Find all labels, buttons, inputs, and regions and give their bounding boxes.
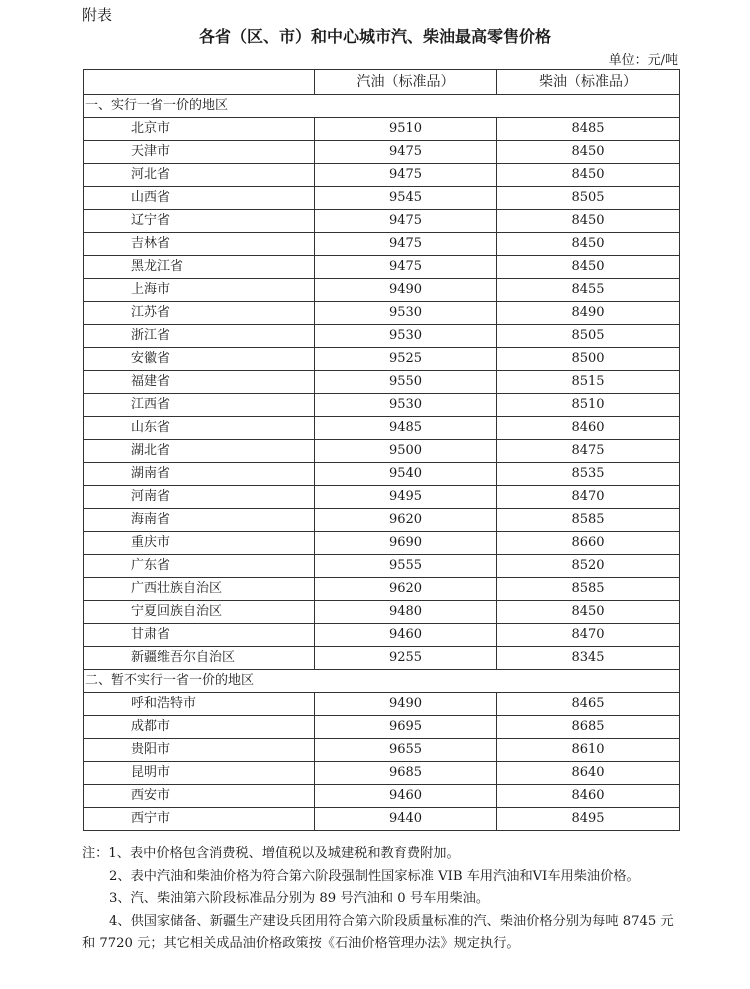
gasoline-price: 9475	[315, 256, 497, 279]
gasoline-price: 9500	[315, 440, 497, 463]
diesel-price: 8520	[497, 555, 680, 578]
gasoline-price: 9525	[315, 348, 497, 371]
gasoline-price: 9555	[315, 555, 497, 578]
page-title: 各省（区、市）和中心城市汽、柴油最高零售价格	[198, 27, 551, 46]
diesel-price: 8505	[497, 187, 680, 210]
region-name: 江苏省	[84, 302, 315, 325]
region-name: 西安市	[84, 785, 315, 808]
table-row	[84, 348, 680, 371]
header-diesel: 柴油（标准品）	[497, 70, 680, 95]
region-name: 天津市	[84, 141, 315, 164]
table-row	[84, 302, 680, 325]
gasoline-price: 9485	[315, 417, 497, 440]
table-row	[84, 578, 680, 601]
region-name: 宁夏回族自治区	[84, 601, 315, 624]
region-name: 呼和浩特市	[84, 693, 315, 716]
diesel-price: 8640	[497, 762, 680, 785]
diesel-price: 8450	[497, 256, 680, 279]
diesel-price: 8450	[497, 233, 680, 256]
table-row	[84, 256, 680, 279]
note-1: 注：1、表中价格包含消费税、增值税以及城建税和教育费附加。	[82, 846, 460, 861]
header-blank-cell	[84, 70, 315, 95]
diesel-price: 8685	[497, 716, 680, 739]
gasoline-price: 9495	[315, 486, 497, 509]
region-name: 浙江省	[84, 325, 315, 348]
gasoline-price: 9685	[315, 762, 497, 785]
gasoline-price: 9620	[315, 578, 497, 601]
diesel-price: 8460	[497, 785, 680, 808]
diesel-price: 8500	[497, 348, 680, 371]
table-row	[84, 233, 680, 256]
diesel-price: 8585	[497, 509, 680, 532]
diesel-price: 8460	[497, 417, 680, 440]
table-row	[84, 164, 680, 187]
gasoline-price: 9530	[315, 394, 497, 417]
section-title: 二、暂不实行一省一价的地区	[84, 670, 680, 693]
table-row	[84, 601, 680, 624]
region-name: 海南省	[84, 509, 315, 532]
table-row	[84, 463, 680, 486]
table-row	[84, 486, 680, 509]
diesel-price: 8490	[497, 302, 680, 325]
gasoline-price: 9460	[315, 785, 497, 808]
table-row	[84, 785, 680, 808]
price-table-body	[84, 70, 680, 831]
appendix-label: 附表	[82, 6, 113, 24]
table-row	[84, 808, 680, 831]
table-row	[84, 693, 680, 716]
table-row	[84, 440, 680, 463]
region-name: 贵阳市	[84, 739, 315, 762]
region-name: 福建省	[84, 371, 315, 394]
section-row	[84, 670, 680, 693]
gasoline-price: 9490	[315, 693, 497, 716]
table-row	[84, 716, 680, 739]
table-row	[84, 624, 680, 647]
diesel-price: 8475	[497, 440, 680, 463]
gasoline-price: 9540	[315, 463, 497, 486]
diesel-price: 8585	[497, 578, 680, 601]
region-name: 成都市	[84, 716, 315, 739]
notes	[82, 843, 682, 956]
diesel-price: 8485	[497, 118, 680, 141]
gasoline-price: 9510	[315, 118, 497, 141]
diesel-price: 8450	[497, 210, 680, 233]
gasoline-price: 9475	[315, 141, 497, 164]
table-row	[84, 509, 680, 532]
note-4: 4、供国家储备、新疆生产建设兵团用符合第六阶段质量标准的汽、柴油价格分别为每吨 8745 元和 7720 元；其它相关成品油价格政策按《石油价格管理办法》规定执行。	[82, 913, 674, 951]
diesel-price: 8450	[497, 601, 680, 624]
diesel-price: 8495	[497, 808, 680, 831]
region-name: 广东省	[84, 555, 315, 578]
table-row	[84, 371, 680, 394]
table-row	[84, 118, 680, 141]
region-name: 辽宁省	[84, 210, 315, 233]
gasoline-price: 9460	[315, 624, 497, 647]
table-row	[84, 532, 680, 555]
diesel-price: 8345	[497, 647, 680, 670]
region-name: 西宁市	[84, 808, 315, 831]
region-name: 甘肃省	[84, 624, 315, 647]
table-row	[84, 739, 680, 762]
table-row	[84, 555, 680, 578]
unit-label: 单位：元/吨	[608, 53, 678, 68]
region-name: 上海市	[84, 279, 315, 302]
gasoline-price: 9475	[315, 164, 497, 187]
region-name: 河北省	[84, 164, 315, 187]
gasoline-price: 9695	[315, 716, 497, 739]
region-name: 河南省	[84, 486, 315, 509]
region-name: 吉林省	[84, 233, 315, 256]
header-gasoline: 汽油（标准品）	[315, 70, 497, 95]
gasoline-price: 9620	[315, 509, 497, 532]
diesel-price: 8465	[497, 693, 680, 716]
table-row	[84, 187, 680, 210]
gasoline-price: 9690	[315, 532, 497, 555]
region-name: 江西省	[84, 394, 315, 417]
diesel-price: 8535	[497, 463, 680, 486]
region-name: 重庆市	[84, 532, 315, 555]
note-3: 3、汽、柴油第六阶段标准品分别为 89 号汽油和 0 号车用柴油。	[109, 891, 490, 906]
table-header-row	[84, 70, 680, 95]
region-name: 昆明市	[84, 762, 315, 785]
region-name: 山东省	[84, 417, 315, 440]
section-row	[84, 95, 680, 118]
gasoline-price: 9440	[315, 808, 497, 831]
table-row	[84, 762, 680, 785]
diesel-price: 8505	[497, 325, 680, 348]
gasoline-price: 9550	[315, 371, 497, 394]
diesel-price: 8515	[497, 371, 680, 394]
table-row	[84, 325, 680, 348]
section-title: 一、实行一省一价的地区	[84, 95, 680, 118]
table-row	[84, 647, 680, 670]
diesel-price: 8510	[497, 394, 680, 417]
table-row	[84, 279, 680, 302]
region-name: 黑龙江省	[84, 256, 315, 279]
price-table	[83, 69, 680, 831]
region-name: 广西壮族自治区	[84, 578, 315, 601]
gasoline-price: 9475	[315, 210, 497, 233]
gasoline-price: 9255	[315, 647, 497, 670]
region-name: 北京市	[84, 118, 315, 141]
diesel-price: 8455	[497, 279, 680, 302]
gasoline-price: 9530	[315, 325, 497, 348]
table-row	[84, 141, 680, 164]
diesel-price: 8470	[497, 486, 680, 509]
diesel-price: 8660	[497, 532, 680, 555]
table-row	[84, 394, 680, 417]
gasoline-price: 9480	[315, 601, 497, 624]
gasoline-price: 9475	[315, 233, 497, 256]
gasoline-price: 9545	[315, 187, 497, 210]
table-row	[84, 210, 680, 233]
region-name: 山西省	[84, 187, 315, 210]
note-2: 2、表中汽油和柴油价格为符合第六阶段强制性国家标准 VIB 车用汽油和VI车用柴油价格。	[109, 868, 640, 884]
region-name: 湖北省	[84, 440, 315, 463]
gasoline-price: 9530	[315, 302, 497, 325]
table-row	[84, 417, 680, 440]
region-name: 湖南省	[84, 463, 315, 486]
diesel-price: 8450	[497, 164, 680, 187]
gasoline-price: 9655	[315, 739, 497, 762]
diesel-price: 8470	[497, 624, 680, 647]
region-name: 安徽省	[84, 348, 315, 371]
gasoline-price: 9490	[315, 279, 497, 302]
region-name: 新疆维吾尔自治区	[84, 647, 315, 670]
diesel-price: 8450	[497, 141, 680, 164]
diesel-price: 8610	[497, 739, 680, 762]
